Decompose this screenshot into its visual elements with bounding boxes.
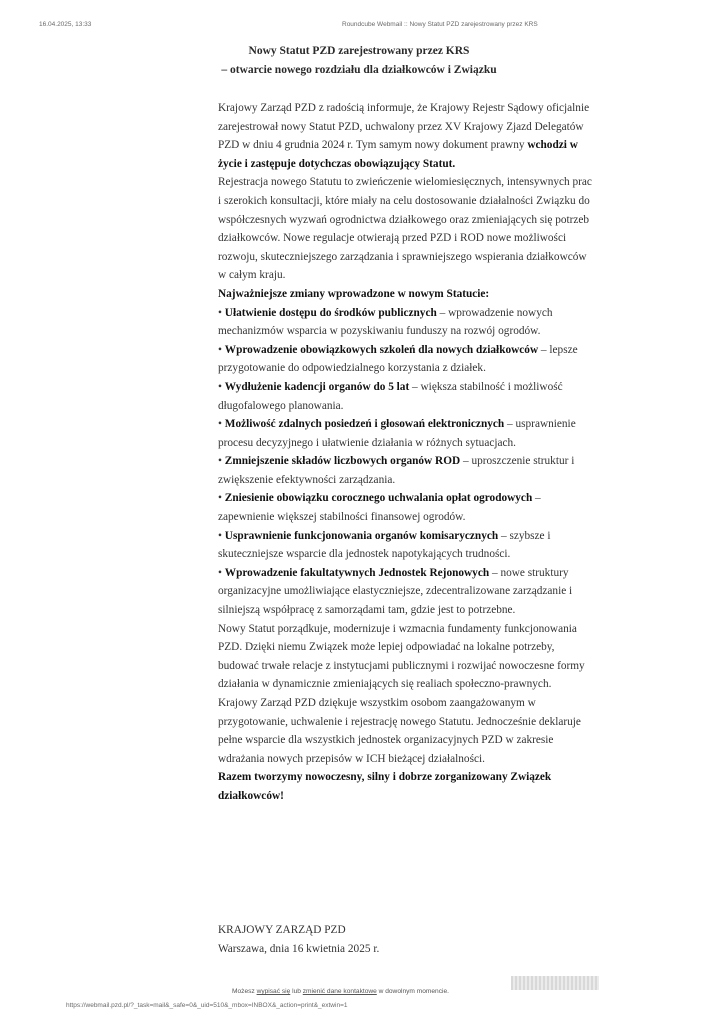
paragraph-modernization: Nowy Statut porządkuje, modernizuje i wzmacnia fundamenty funkcjonowania PZD. Dzięki niemu Związek może lepiej odpowiadać na lokalne potrzeby, budować trwałe relacje z instytucjami publicznymi i rozwijać nowoczesne formy działania w dynamicznie zmieniających się realiach społeczno-prawnych.	[218, 622, 585, 691]
print-datetime: 16.04.2025, 13:33	[39, 21, 92, 28]
closing-bold: Razem tworzymy nowoczesny, silny i dobrze zorganizowany Związek działkowców!	[218, 771, 552, 802]
change-text: – wprowadzenie nowych mechanizmów wsparcia w pozyskiwaniu funduszy na rozwój ogrodów.	[218, 306, 553, 338]
unsubscribe-middle: lub	[290, 988, 303, 995]
change-title: Wydłużenie kadencji organów do 5 lat	[224, 380, 410, 393]
signature-org: KRAJOWY ZARZĄD PZD	[218, 924, 346, 936]
bullet-glyph: •	[218, 418, 222, 431]
list-item	[218, 378, 596, 415]
list-item	[218, 452, 596, 489]
unsubscribe-suffix: w dowolnym momencie.	[376, 988, 449, 995]
list-item	[218, 527, 596, 564]
bullet-glyph: •	[218, 529, 222, 542]
unsubscribe-link[interactable]: wypisać się	[256, 988, 291, 995]
change-title: Usprawnienie funkcjonowania organów komisarycznych	[224, 529, 499, 542]
document-body	[218, 99, 596, 806]
bullet-glyph: •	[218, 566, 222, 579]
unsubscribe-prefix: Możesz	[232, 988, 257, 995]
list-item	[218, 341, 596, 378]
change-title: Wprowadzenie obowiązkowych szkoleń dla nowych działkowców	[224, 343, 539, 356]
change-text: – lepsze przygotowanie do odpowiedzialnego korzystania z działek.	[218, 343, 578, 375]
changes-list	[218, 304, 596, 620]
list-item	[218, 489, 596, 526]
list-item	[218, 564, 596, 620]
change-title: Zmniejszenie składów liczbowych organów ROD	[224, 455, 461, 468]
list-item	[218, 304, 596, 341]
change-title: Możliwość zdalnych posiedzeń i głosowań elektronicznych	[224, 418, 505, 431]
change-contact-link[interactable]: zmienić dane kontaktowe	[302, 988, 377, 995]
print-header	[0, 21, 718, 31]
changes-heading	[218, 285, 596, 304]
bullet-glyph: •	[218, 492, 222, 505]
closing-statement	[218, 768, 596, 805]
paragraph-registration: Rejestracja nowego Statutu to zwieńczenie wielomiesięcznych, intensywnych prac i szerokich konsultacji, które miały na celu dostosowanie działalności Związku do współczesnych wyzwań ogrodnictwa działkowego oraz zmieniających się potrzeb działkowców. Nowe regulacje otwierają przed PZD i ROD nowe możliwości rozwoju, skuteczniejszego zarządzania i sprawniejszego wspierania działkowców w całym kraju.	[218, 176, 592, 282]
changes-heading-text: Najważniejsze zmiany wprowadzone w nowym Statucie:	[218, 287, 490, 300]
list-item	[218, 415, 596, 452]
bullet-glyph: •	[218, 380, 222, 393]
bullet-glyph: •	[218, 455, 222, 468]
intro-bold: wchodzi w życie i zastępuje dotychczas obowiązujący Statut.	[218, 139, 578, 170]
document-title	[0, 42, 718, 80]
scan-stamp-mark	[511, 976, 599, 990]
title-line-2: – otwarcie nowego rozdziału dla działkowców i Związku	[221, 64, 497, 76]
unsubscribe-note	[232, 988, 449, 995]
bullet-glyph: •	[218, 343, 222, 356]
change-text: – uproszczenie struktur i zwiększenie efektywności zarządzania.	[218, 455, 575, 486]
bullet-glyph: •	[218, 306, 222, 319]
change-text: – większa stabilność i możliwość długofalowego planowania.	[218, 380, 563, 412]
intro-text: Krajowy Zarząd PZD z radością informuje, że Krajowy Rejestr Sądowy oficjalnie zarejestrował nowy Statut PZD, uchwalony przez XV Krajowy Zjazd Delegatów PZD w dniu 4 grudnia 2024 r. Tym samym nowy dokument prawny	[218, 102, 590, 152]
intro-paragraph	[218, 99, 596, 173]
change-text: – usprawnienie procesu decyzyjnego i ułatwienie działania w różnych sytuacjach.	[218, 418, 576, 449]
change-text: – nowe struktury organizacyjne umożliwiające elastyczniejsze, zdecentralizowane zarządzanie i silniejszą współpracę z samorządami tam, gdzie jest to potrzebne.	[218, 566, 573, 617]
change-text: – zapewnienie większej stabilności finansowej ogrodów.	[218, 492, 541, 524]
change-title: Zniesienie obowiązku corocznego uchwalania opłat ogrodowych	[224, 492, 533, 505]
change-text: – szybsze i skuteczniejsze wsparcie dla jednostek napotykających trudności.	[218, 529, 551, 561]
change-title: Ułatwienie dostępu do środków publicznych	[224, 306, 437, 319]
print-page-title: Roundcube Webmail :: Nowy Statut PZD zarejestrowany przez KRS	[342, 21, 538, 28]
title-line-1: Nowy Statut PZD zarejestrowany przez KRS	[248, 45, 470, 57]
print-url: https://webmail.pzd.pl/?_task=mail&_safe=0&_uid=510&_mbox=INBOX&_action=print&_extwin=1	[66, 1002, 348, 1009]
change-title: Wprowadzenie fakultatywnych Jednostek Rejonowych	[224, 566, 490, 579]
signature-block	[218, 921, 596, 958]
paragraph-thanks: Krajowy Zarząd PZD dziękuje wszystkim osobom zaangażowanym w przygotowanie, uchwalenie i rejestrację nowego Statutu. Jednocześnie deklaruje pełne wsparcie dla wszystkich jednostek organizacyjnych PZD w zakresie wdrażania nowych przepisów w ICH bieżącej działalności.	[218, 697, 581, 765]
signature-place-date: Warszawa, dnia 16 kwietnia 2025 r.	[218, 942, 380, 955]
